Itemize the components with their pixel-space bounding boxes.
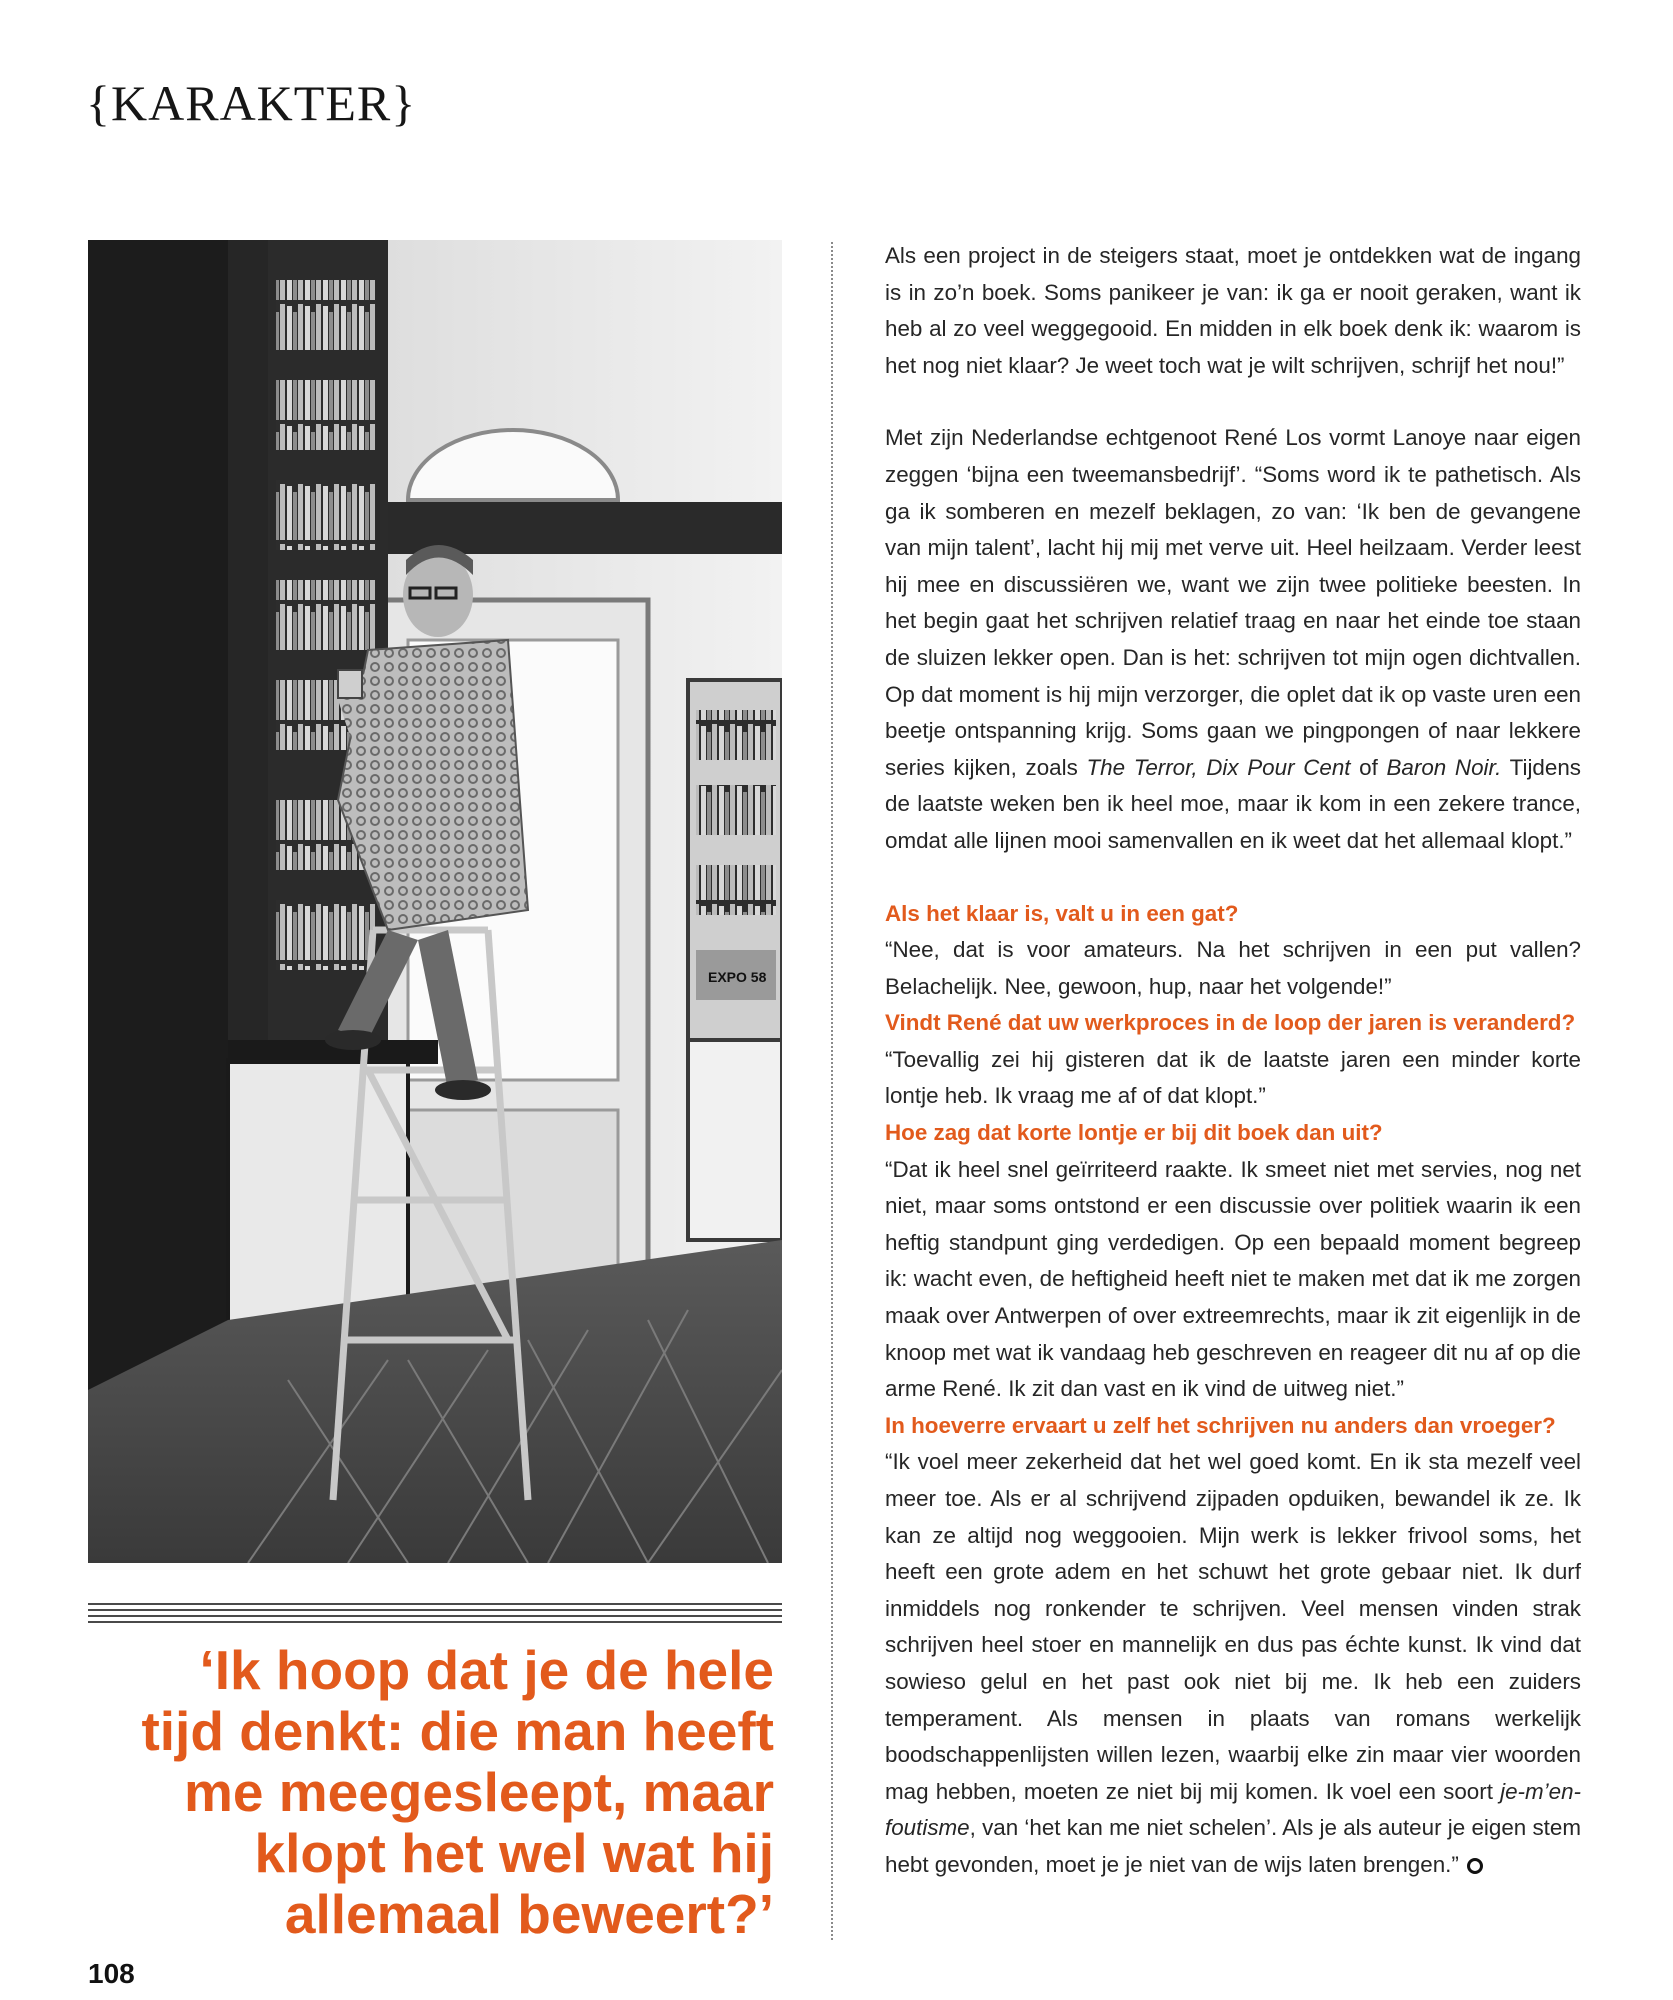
interview-question: In hoeverre ervaart u zelf het schrijven nu anders dan vroeger? <box>885 1412 1556 1438</box>
italic-term: je-m’en-foutisme <box>885 1778 1581 1841</box>
expo-sign: EXPO 58 <box>708 969 767 985</box>
text-run: “Ik voel meer zekerheid dat het wel goed komt. En ik sta mezelf veel meer toe. Als er al schrijvend zijpaden opduiken, bewandel ik ze. Ik kan ze altijd nog weggooien. Mijn werk is lekker frivool soms, het heeft een grote adem en het schuwt het grote gebaar niet. Ik durf inmiddels nog ronkender te schrijven. Veel mensen vinden strak schrijven heel stoer en mannelijk en dus pas échte kunst. Ik vind dat sowieso gelul en het past ook niet bij me. Ik heb een zuiders temperament. Als mensen in plaats van romans werkelijk boodschappenlijsten willen lezen, waarbij elke zin maar vier woorden mag hebben, moeten ze niet bij mij komen. Ik voel een soort <box>885 1449 1581 1804</box>
pull-quote-rules <box>88 1603 782 1627</box>
paragraph: Als een project in de steigers staat, moet je ontdekken wat de ingang is in zo’n boek. Soms panikeer je van: ik ga er nooit geraken, want ik heb al zo veel weggegooid. En midden in elk boek denk ik: waarom is het nog niet klaar? Je weet toch wat je wilt schrijven, schrijf het nou!” <box>885 243 1581 378</box>
text-run: of <box>1350 754 1387 780</box>
interview-answer: “Nee, dat is voor amateurs. Na het schrijven in een put vallen? Belachelijk. Nee, gewoon, hup, naar het volgende!” <box>885 937 1581 999</box>
series-title: The Terror, Dix Pour Cent <box>1086 754 1351 780</box>
page-number: 108 <box>88 1958 135 1989</box>
pull-quote <box>100 1640 774 1945</box>
text-run: Met zijn Nederlandse echtgenoot René Los vormt Lanoye naar eigen zeggen ‘bijna een tweemansbedrijf’. “Soms word ik te pathetisch. Als ga ik somberen en mezelf beklagen, zo van: ‘Ik ben de gevangene van mijn talent’, lacht hij mij met verve uit. Heel heilzaam. Verder leest hij mee en discussiëren we, want we zijn twee politieke beesten. In het begin gaat het schrijven relatief traag en naar het einde toe staan de sluizen lekker open. Dan is het: schrijven tot mijn ogen dichtvallen. Op dat moment is hij mijn verzorger, die oplet dat ik op vaste uren een beetje ontspanning krijg. Soms gaan we pingpongen of naar lekkere series kijken, zoals <box>885 425 1581 780</box>
pull-quote-line: ‘Ik hoop dat je de hele <box>199 1639 774 1701</box>
pull-quote-line: allemaal beweert?’ <box>284 1883 774 1945</box>
section-header: {KARAKTER} <box>86 75 417 131</box>
pull-quote-line: me meegesleept, maar <box>183 1761 774 1823</box>
column-divider <box>831 242 833 1940</box>
portrait-photo <box>88 240 782 1563</box>
interview-answer <box>885 1444 1581 1883</box>
interview-question: Hoe zag dat korte lontje er bij dit boek dan uit? <box>885 1120 1383 1146</box>
interview-question: Als het klaar is, valt u in een gat? <box>885 900 1239 926</box>
pull-quote-line: klopt het wel wat hij <box>254 1822 774 1884</box>
series-title: Baron Noir. <box>1386 754 1502 780</box>
interview-answer: “Toevallig zei hij gisteren dat ik de laatste jaren een minder korte lontje heb. Ik vraag me af of dat klopt.” <box>885 1046 1581 1109</box>
pull-quote-line: tijd denkt: die man heeft <box>141 1700 774 1762</box>
interview-question: Vindt René dat uw werkproces in de loop der jaren is veranderd? <box>885 1010 1576 1036</box>
end-mark-icon <box>1467 1858 1483 1874</box>
text-run: , van ‘het kan me niet schelen’. Als je als auteur je eigen stem hebt gevonden, moet je je niet van de wijs laten brengen.” <box>885 1815 1581 1877</box>
text-run: Tijdens de laatste weken ben ik heel moe, maar ik kom in een zekere trance, omdat alle lijnen mooi samenvallen en ik weet dat het allemaal klopt.” <box>885 754 1581 853</box>
paragraph <box>885 420 1581 859</box>
interview-answer: “Dat ik heel snel geïrriteerd raakte. Ik smeet niet met servies, nog net niet, maar soms ontstond er een discussie over politiek waarin ik een heftig standpunt ging verdedigen. Op een bepaald moment begreep ik: wacht even, de heftigheid heeft niet te maken met dat ik me zorgen maak over Antwerpen of over extreemrechts, maar ik zit eigenlijk in de knoop met wat ik vandaag heb geschreven en reageer dit nu af op die arme René. Ik zit dan vast en ik vind de uitweg niet.” <box>885 1156 1581 1402</box>
article-body <box>885 238 1581 1884</box>
